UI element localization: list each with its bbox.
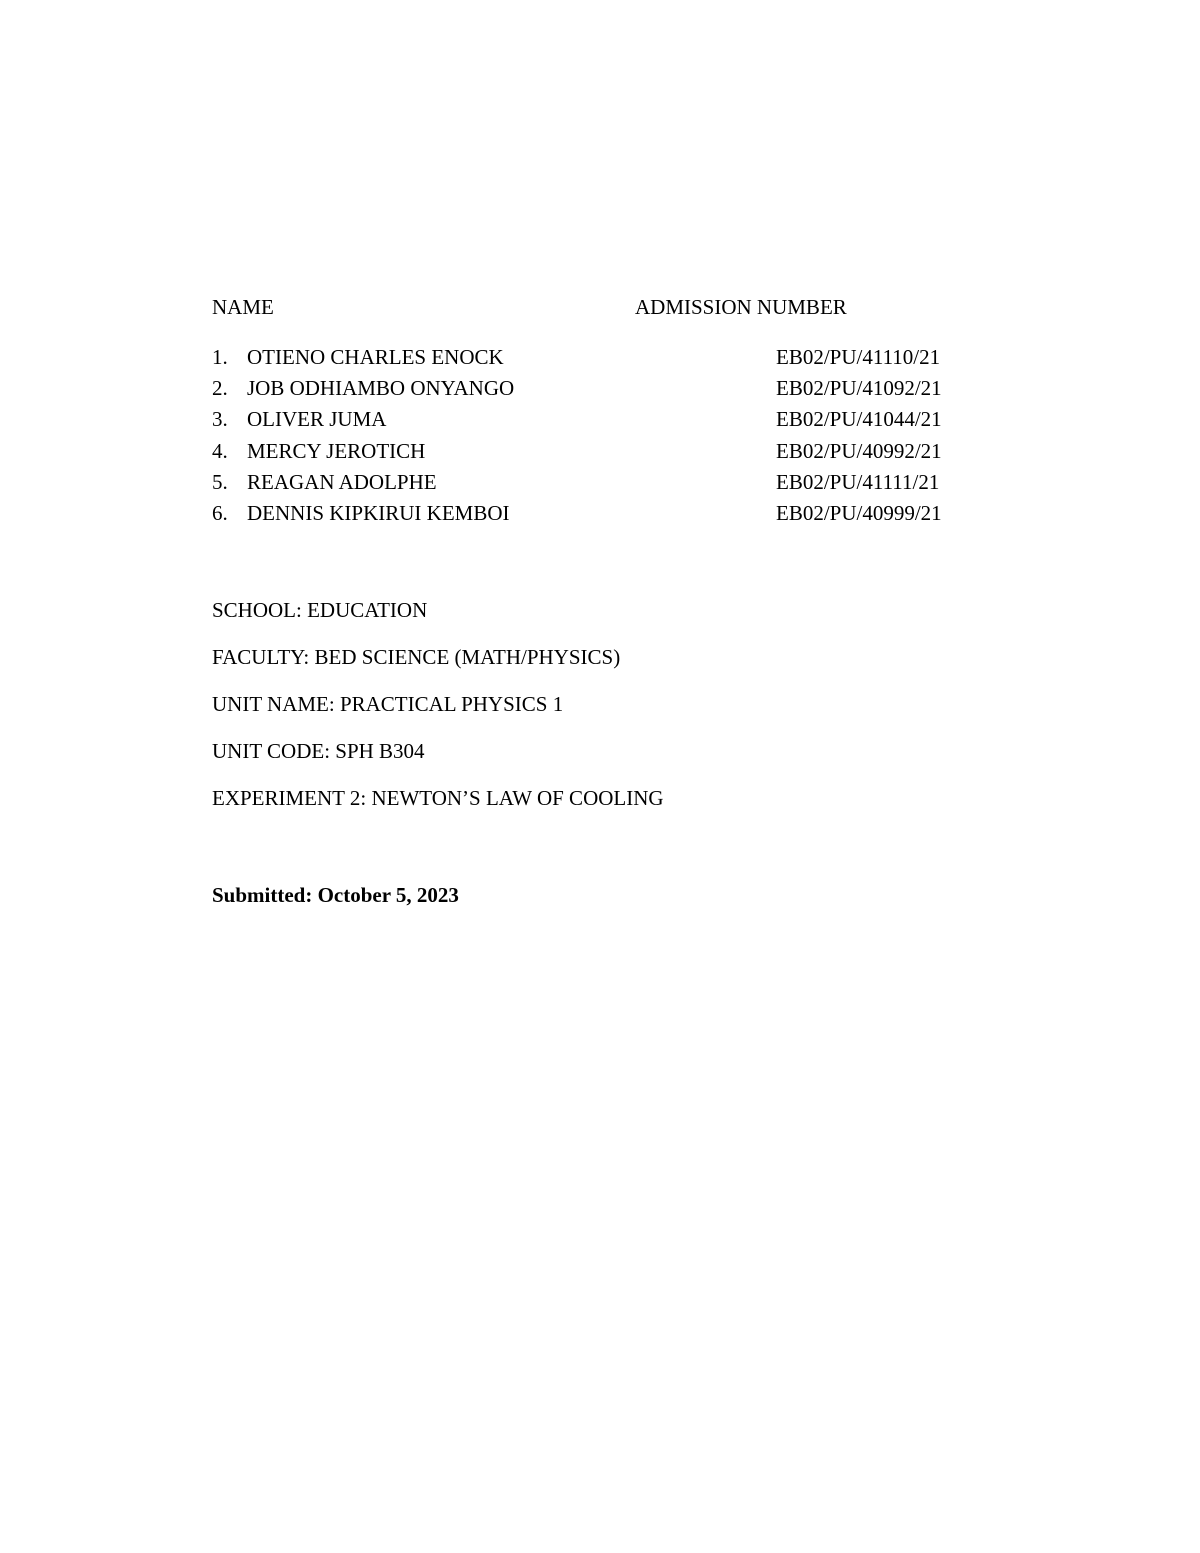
member-admission-number: EB02/PU/41092/21 [776,376,942,401]
member-row [212,345,992,376]
member-row [212,407,992,438]
member-name: JOB ODHIAMBO ONYANGO [247,376,515,401]
member-admission-number: EB02/PU/40992/21 [776,438,942,463]
member-name: OTIENO CHARLES ENOCK [247,345,504,369]
member-number: 2. [212,376,228,401]
member-name: DENNIS KIPKIRUI KEMBOI [247,500,510,525]
member-row [212,376,992,407]
member-number: 3. [212,407,228,432]
member-row [212,439,992,470]
member-number: 5. [212,469,228,494]
member-number: 6. [212,500,228,525]
member-number: 1. [212,345,228,369]
submission-date: Submitted: October 5, 2023 [212,883,459,907]
member-name: REAGAN ADOLPHE [247,469,437,494]
member-admission-number: EB02/PU/41044/21 [776,407,942,432]
experiment-title-line: EXPERIMENT 2: NEWTON’S LAW OF COOLING [212,786,664,810]
unit-code-line: UNIT CODE: SPH B304 [212,739,425,763]
member-number: 4. [212,438,228,463]
name-column-header: NAME [212,295,274,319]
member-admission-number: EB02/PU/40999/21 [776,500,942,525]
member-name: MERCY JEROTICH [247,438,426,463]
unit-name-line: UNIT NAME: PRACTICAL PHYSICS 1 [212,692,564,716]
member-name: OLIVER JUMA [247,407,387,432]
member-row [212,470,992,501]
member-admission-number: EB02/PU/41110/21 [776,345,941,369]
admission-number-column-header: ADMISSION NUMBER [635,295,847,319]
member-list [212,345,992,532]
school-line: SCHOOL: EDUCATION [212,598,428,622]
faculty-line: FACULTY: BED SCIENCE (MATH/PHYSICS) [212,645,621,669]
member-admission-number: EB02/PU/41111/21 [776,469,940,494]
member-row [212,501,992,532]
